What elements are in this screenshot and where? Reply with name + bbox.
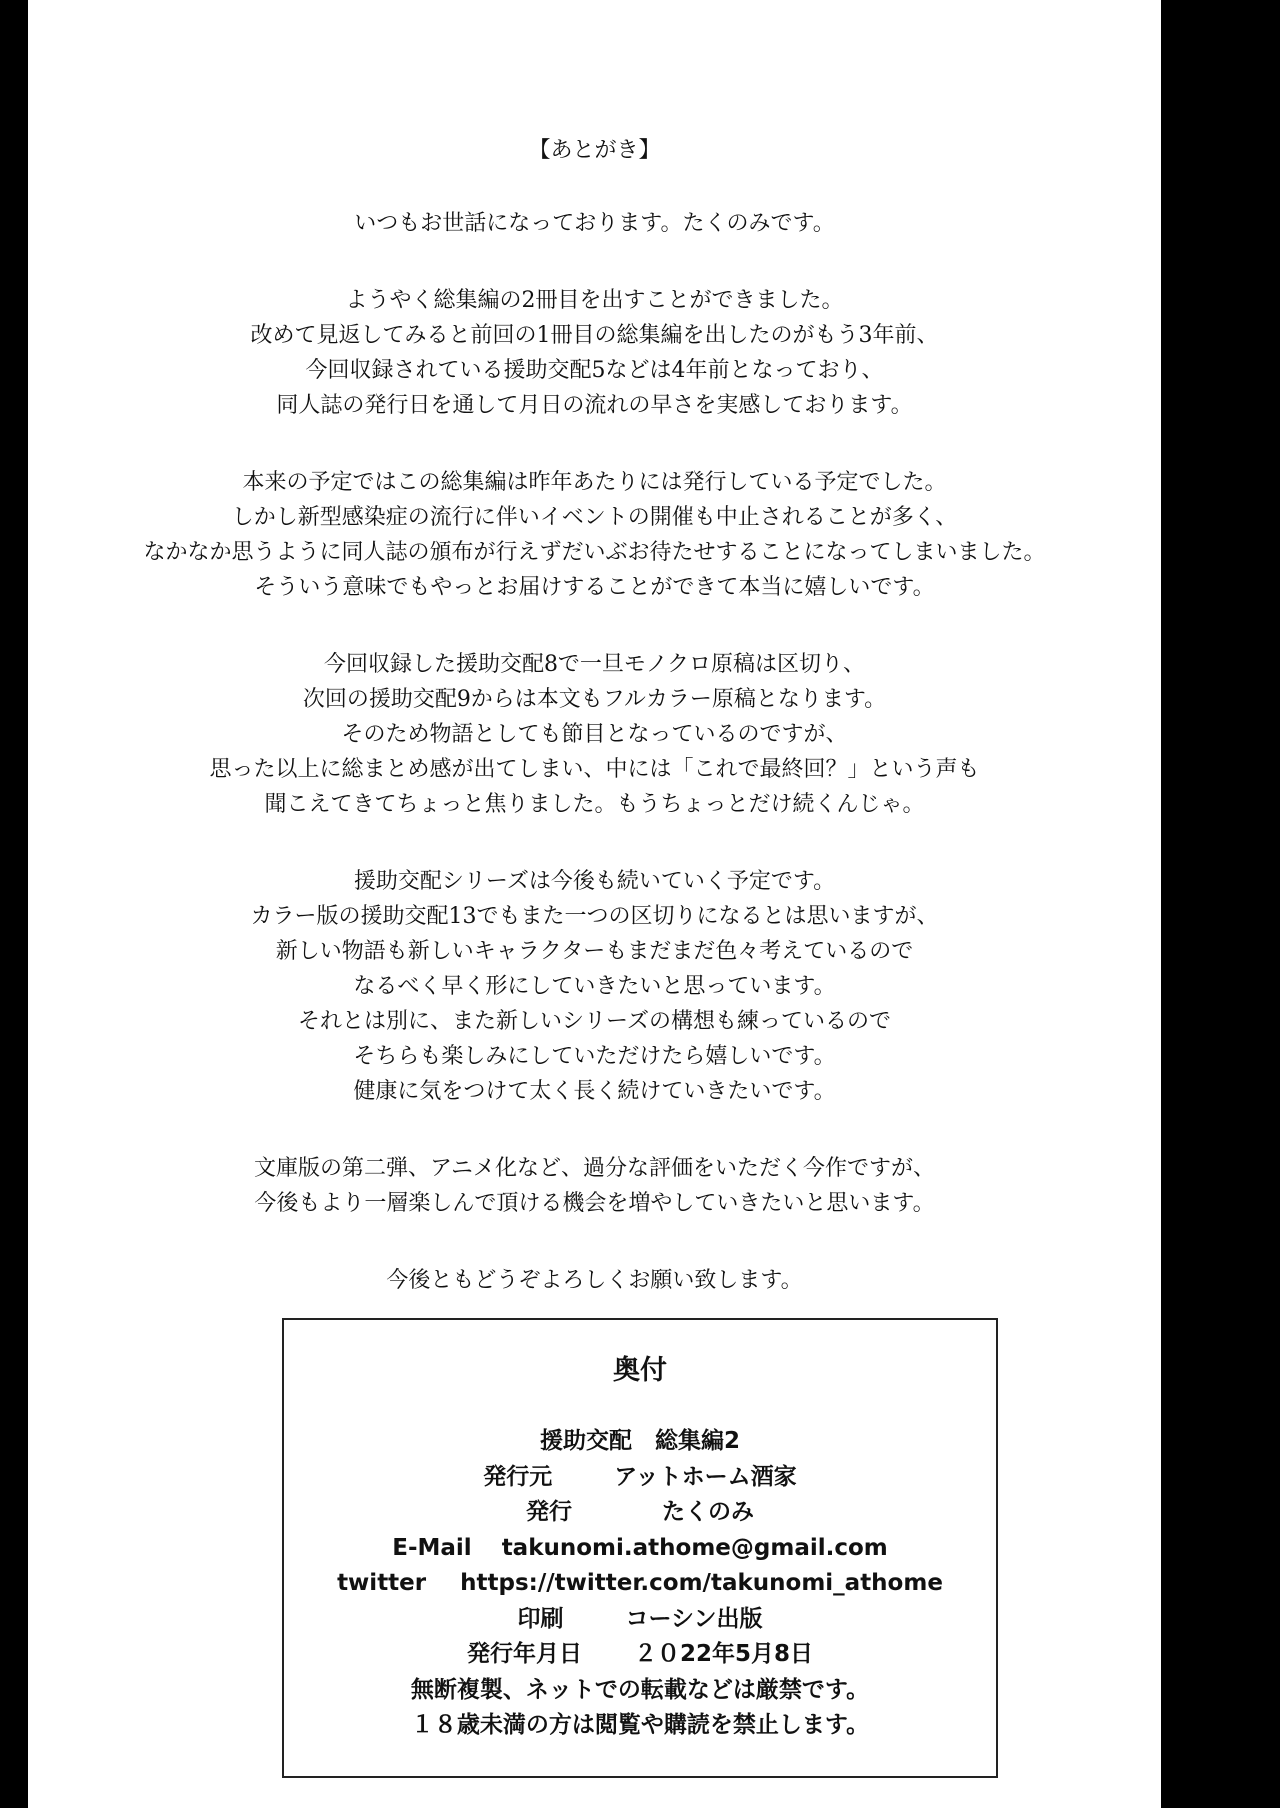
date-label: 発行年月日: [466, 1641, 582, 1667]
colophon-work-title: 援助交配 総集編2: [539, 1428, 740, 1454]
afterword-section: [28, 136, 1161, 1340]
twitter-link[interactable]: https://twitter.com/takunomi_athome: [460, 1570, 943, 1596]
text-line: そちらも楽しみにしていただけたら嬉しいです。: [353, 1044, 836, 1069]
colophon-date-row: [284, 1637, 996, 1673]
printer-label: 印刷: [517, 1605, 564, 1632]
text-line: そのため物語としても節目となっているのですが、: [341, 722, 848, 747]
afterword-paragraph-7: [28, 1263, 1161, 1298]
text-line: ようやく総集編の2冊目を出すことができました。: [345, 288, 844, 313]
text-line: 文庫版の第二弾、アニメ化など、過分な評価をいただく今作ですが、: [254, 1156, 935, 1181]
afterword-paragraph-2: [28, 283, 1161, 423]
text-line: なかなか思うように同人誌の頒布が行えずだいぶお待たせすることになってしまいました。: [143, 540, 1046, 565]
text-line: そういう意味でもやっとお届けすることができて本当に嬉しいです。: [254, 575, 935, 600]
text-line: なるべく早く形にしていきたいと思っています。: [353, 974, 836, 999]
text-line: 今回収録した援助交配8で一旦モノクロ原稿は区切り、: [323, 652, 866, 677]
colophon-notice-age: １８歳未満の方は閲覧や購読を禁止します。: [410, 1712, 870, 1738]
afterword-paragraph-3: [28, 465, 1161, 605]
publisher-label: 発行元: [483, 1463, 553, 1490]
text-line: 同人誌の発行日を通して月日の流れの早さを実感しております。: [276, 393, 913, 418]
text-line: 今後もより一層楽しんで頂ける機会を増やしていきたいと思います。: [254, 1191, 935, 1216]
colophon-notice-copy: 無断複製、ネットでの転載などは厳禁です。: [410, 1676, 870, 1703]
afterword-paragraph-4: [28, 647, 1161, 822]
text-line: 次回の援助交配9からは本文もフルカラー原稿となります。: [302, 687, 887, 712]
issuer-label: 発行: [526, 1499, 572, 1525]
email-value[interactable]: takunomi.athome@gmail.com: [501, 1534, 888, 1561]
email-label: E-Mail: [392, 1534, 472, 1561]
afterword-title: 【あとがき】: [528, 138, 661, 163]
text-line: 改めて見返してみると前回の1冊目の総集編を出したのがもう3年前、: [250, 323, 939, 348]
afterword-paragraph-5: [28, 864, 1161, 1109]
text-line: 今後ともどうぞよろしくお願い致します。: [386, 1268, 803, 1293]
colophon-twitter-row: [284, 1566, 996, 1602]
twitter-label: twitter: [337, 1570, 427, 1596]
afterword-paragraph-6: [28, 1151, 1161, 1221]
afterword-paragraph-1: [28, 206, 1161, 241]
text-line: 新しい物語も新しいキャラクターもまだまだ色々考えているので: [275, 939, 914, 964]
colophon-printer-row: [284, 1602, 996, 1638]
text-line: 思った以上に総まとめ感が出てしまい、中には「これで最終回？」という声も: [209, 757, 980, 782]
printer-value: コーシン出版: [625, 1605, 763, 1632]
text-line: 本来の予定ではこの総集編は昨年あたりには発行している予定でした。: [242, 470, 947, 495]
text-line: 今回収録されている援助交配5などは4年前となっており、: [305, 358, 884, 383]
colophon-issuer-row: [284, 1495, 996, 1531]
date-value: ２０22年5月8日: [633, 1641, 813, 1667]
text-line: いつもお世話になっております。たくのみです。: [354, 211, 835, 236]
colophon-heading: 奥付: [613, 1355, 667, 1386]
colophon-frame: [282, 1318, 998, 1778]
colophon-email-row: [284, 1531, 996, 1567]
text-line: それとは別に、また新しいシリーズの構想も練っているので: [298, 1009, 891, 1034]
text-line: しかし新型感染症の流行に伴いイベントの開催も中止されることが多く、: [231, 505, 958, 530]
text-line: 援助交配シリーズは今後も続いていく予定です。: [353, 869, 836, 894]
colophon-publisher-row: [284, 1460, 996, 1496]
text-line: 聞こえてきてちょっと焦りました。もうちょっとだけ続くんじゃ。: [264, 792, 925, 817]
publisher-value: アットホーム酒家: [614, 1463, 797, 1490]
text-line: 健康に気をつけて太く長く続けていきたいです。: [353, 1079, 836, 1104]
text-line: カラー版の援助交配13でもまた一つの区切りになるとは思いますが、: [250, 904, 939, 929]
issuer-value: たくのみ: [662, 1499, 754, 1525]
colophon-rows: [284, 1424, 996, 1744]
